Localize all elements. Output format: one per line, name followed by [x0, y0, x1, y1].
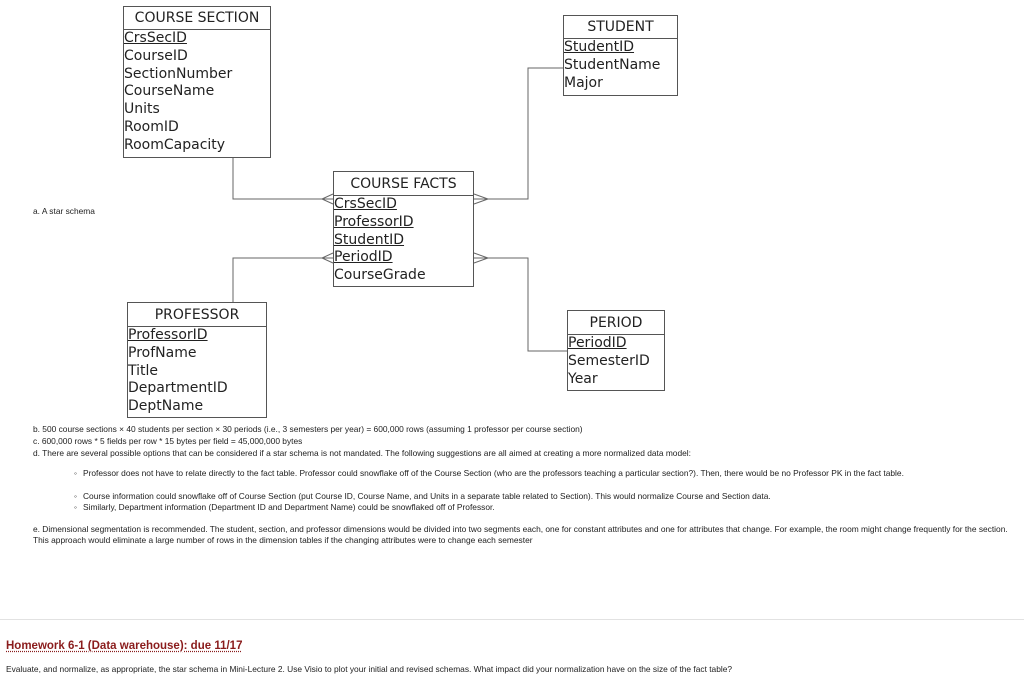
- table-student: [563, 15, 678, 96]
- bullet-item: [74, 502, 1018, 513]
- field-studentid: StudentID: [564, 39, 635, 55]
- bullet-text: Course information could snowflake off of Course Section (put Course ID, Course Name, and Units in a separate table related to Section). This would normalize Course and Section data.: [83, 491, 771, 501]
- bullet-text: Similarly, Department information (Department ID and Department Name) could be snowflaked off of Professor.: [83, 502, 495, 512]
- table-professor: [127, 302, 267, 418]
- field-periodid: PeriodID: [334, 249, 393, 266]
- table-title: COURSE SECTION: [124, 7, 270, 30]
- connector-period: [474, 258, 567, 351]
- bullet-item: [74, 468, 1018, 479]
- homework-description: Evaluate, and normalize, as appropriate, the star schema in Mini-Lecture 2. Use Visio to plot your initial and revised schemas. What impact did your normalization have on the size of the fact table?: [6, 664, 733, 674]
- field-departmentid: DepartmentID: [128, 380, 228, 397]
- field-crssecid: CrsSecID: [334, 196, 397, 212]
- bullet-icon: ◦: [74, 491, 77, 501]
- field-units: Units: [124, 101, 160, 118]
- table-title: STUDENT: [564, 16, 677, 39]
- table-title: COURSE FACTS: [334, 172, 473, 196]
- field-major: Major: [564, 74, 603, 91]
- field-coursegrade: CourseGrade: [334, 267, 426, 284]
- bullet-text: Professor does not have to relate directly to the fact table. Professor could snowflake off of the Course Section (who are the professors teaching a particular section?). Then, there would be no Professor PK in the fact table.: [83, 468, 904, 478]
- bullet-icon: ◦: [74, 468, 77, 478]
- table-course-section: [123, 6, 271, 158]
- field-periodid: PeriodID: [568, 335, 627, 351]
- field-deptname: DeptName: [128, 398, 204, 415]
- field-sectionnumber: SectionNumber: [124, 65, 233, 82]
- field-courseid: CourseID: [124, 47, 188, 64]
- field-roomcapacity: RoomCapacity: [124, 136, 226, 153]
- field-professorid: ProfessorID: [334, 213, 414, 230]
- field-year: Year: [568, 370, 598, 387]
- field-crssecid: CrsSecID: [124, 30, 187, 46]
- field-studentid: StudentID: [334, 231, 405, 248]
- field-studentname: StudentName: [564, 56, 661, 73]
- note-b: b. 500 course sections × 40 students per section × 30 periods (i.e., 3 semesters per year) = 600,000 rows (assuming 1 professor per course section): [33, 424, 583, 434]
- table-title: PERIOD: [568, 311, 664, 335]
- field-semesterid: SemesterID: [568, 352, 650, 369]
- homework-title-link[interactable]: Homework 6-1 (Data warehouse): due 11/17: [6, 640, 243, 652]
- connector-professor: [233, 258, 333, 302]
- bullet-item: [74, 491, 1018, 502]
- field-title: Title: [128, 362, 159, 379]
- field-profname: ProfName: [128, 344, 197, 361]
- connector-course-section: [233, 158, 333, 199]
- part-a-label: a. A star schema: [33, 206, 95, 216]
- connector-student: [474, 68, 563, 199]
- field-coursename: CourseName: [124, 83, 215, 100]
- note-c: c. 600,000 rows * 5 fields per row * 15 bytes per field = 45,000,000 bytes: [33, 436, 303, 446]
- field-professorid: ProfessorID: [128, 327, 208, 343]
- bullet-icon: ◦: [74, 502, 77, 512]
- table-course-facts: [333, 171, 474, 287]
- note-e: e. Dimensional segmentation is recommended. The student, section, and professor dimensions would be divided into two segments each, one for constant attributes and one for attributes that change. For example, the room might change frequently for the section. This approach would eliminate a large number of rows in the dimension tables if the changing attributes were to change each semester: [33, 524, 1008, 545]
- field-roomid: RoomID: [124, 118, 179, 135]
- table-title: PROFESSOR: [128, 303, 266, 327]
- section-divider: [0, 619, 1024, 620]
- table-period: [567, 310, 665, 391]
- note-d: d. There are several possible options that can be considered if a star schema is not mandated. The following suggestions are all aimed at creating a more normalized data model:: [33, 448, 691, 458]
